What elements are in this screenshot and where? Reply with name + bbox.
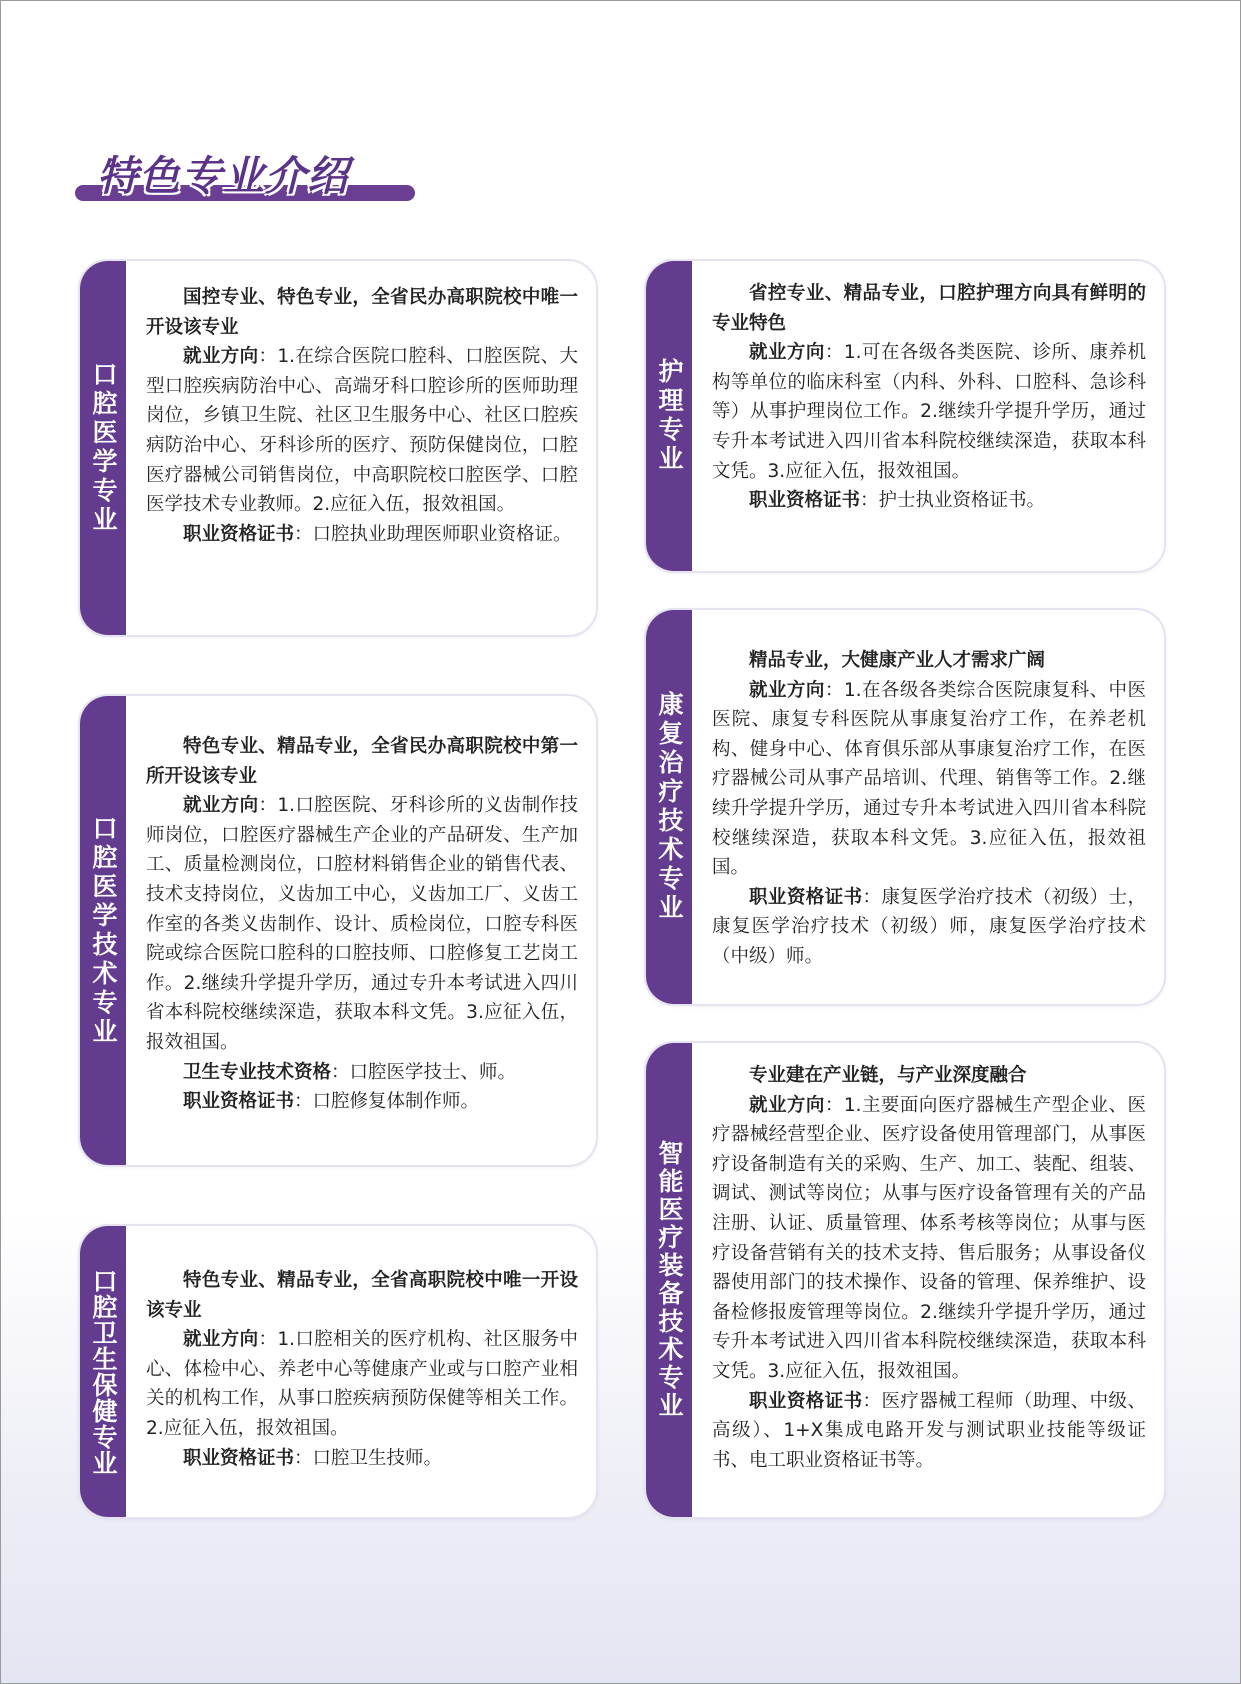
employment-paragraph: 就业方向：1.在各级各类综合医院康复科、中医医院、康复专科医院从事康复治疗工作，在养老机构、健身中心、体育俱乐部从事康复治疗工作，在医疗器械公司从事产品培训、代理、销售等工作。2.继续升学提升学历，通过专升本考试进入四川省本科院校继续深造，获取本科文凭。3.应征入伍，报效祖国。 (712, 679, 1146, 879)
major-intro: 专业建在产业链，与产业深度融合 (749, 1065, 1027, 1086)
major-card-dental-technology (78, 694, 598, 1167)
employment-paragraph: 就业方向：1.口腔医院、牙科诊所的义齿制作技师岗位，口腔医疗器械生产企业的产品研发、生产加工、质量检测岗位，口腔材料销售企业的销售代表、技术支持岗位，义齿加工中心，义齿加工厂、义齿工作室的各类义齿制作、设计、质检岗位，口腔专科医院或综合医院口腔科的口腔技师、口腔修复工艺岗工作。2.继续升学提升学历，通过专升本考试进入四川省本科院校继续深造，获取本科文凭。3.应征入伍，报效祖国。 (146, 795, 578, 1053)
certificate-paragraph: 职业资格证书：康复医学治疗技术（初级）士，康复医学治疗技术（初级）师，康复医学治疗技术（中级）师。 (712, 886, 1146, 967)
major-tab (646, 261, 692, 571)
certificate-paragraph: 职业资格证书：口腔修复体制作师。 (183, 1091, 480, 1113)
major-intro: 特色专业、精品专业，全省高职院校中唯一开设该专业 (146, 1270, 578, 1321)
major-tab (80, 1226, 126, 1517)
employment-paragraph: 就业方向：1.口腔相关的医疗机构、社区服务中心、体检中心、养老中心等健康产业或与口腔产业相关的机构工作，从事口腔疾病预防保健等相关工作。2.应征入伍，报效祖国。 (146, 1329, 578, 1439)
page-title: 特色专业介绍 (97, 152, 349, 200)
certificate-paragraph: 职业资格证书：口腔执业助理医师职业资格证。 (183, 523, 572, 545)
certificate-paragraph: 职业资格证书：医疗器械工程师（助理、中级、高级）、1+X集成电路开发与测试职业技能等级证书、电工职业资格证书等。 (712, 1390, 1146, 1471)
major-tab (646, 610, 692, 1004)
major-card-nursing (644, 259, 1166, 573)
certificate-paragraph: 职业资格证书：护士执业资格证书。 (749, 490, 1046, 512)
major-name: 口腔卫生保健专业 (89, 1267, 118, 1476)
employment-paragraph: 就业方向：1.主要面向医疗器械生产型企业、医疗器械经营型企业、医疗设备使用管理部门，从事医疗设备制造有关的采购、生产、加工、装配、组装、调试、测试等岗位；从事与医疗设备管理有关的产品注册、认证、质量管理、体系考核等岗位；从事与医疗设备营销有关的技术支持、售后服务；从事设备仪器使用部门的技术操作、设备的管理、保养维护、设备检修报废管理等岗位。2.继续升学提升学历，通过专升本考试进入四川省本科院校继续深造，获取本科文凭。3.应征入伍，报效祖国。 (712, 1094, 1146, 1382)
major-name: 康复治疗技术专业 (655, 691, 684, 923)
major-name: 智能医疗装备技术专业 (655, 1140, 684, 1420)
health-tech-paragraph: 卫生专业技术资格：口腔医学技士、师。 (183, 1061, 517, 1083)
major-intro: 精品专业，大健康产业人才需求广阔 (749, 650, 1046, 671)
major-tab (80, 696, 126, 1165)
major-name: 口腔医学技术专业 (89, 814, 118, 1047)
employment-paragraph: 就业方向：1.在综合医院口腔科、口腔医院、大型口腔疾病防治中心、高端牙科口腔诊所的医师助理岗位，乡镇卫生院、社区卫生服务中心、社区口腔疾病防治中心、牙科诊所的医疗、预防保健岗位，口腔医疗器械公司销售岗位，中高职院校口腔医学、口腔医学技术专业教师。2.应征入伍，报效祖国。 (146, 346, 578, 516)
major-tab (80, 261, 126, 635)
major-name: 护理专业 (655, 358, 684, 474)
major-card-oral-hygiene (78, 1224, 598, 1519)
major-intro: 特色专业、精品专业，全省民办高职院校中第一所开设该专业 (146, 736, 578, 787)
major-card-stomatology (78, 259, 598, 637)
major-intro: 国控专业、特色专业，全省民办高职院校中唯一开设该专业 (146, 287, 578, 338)
certificate-paragraph: 职业资格证书：口腔卫生技师。 (183, 1447, 443, 1469)
page-heading (75, 143, 415, 205)
major-card-medical-equipment (644, 1041, 1166, 1519)
major-name: 口腔医学专业 (89, 361, 118, 535)
major-intro: 省控专业、精品专业，口腔护理方向具有鲜明的专业特色 (712, 283, 1146, 334)
major-tab (646, 1043, 692, 1517)
major-card-rehabilitation (644, 608, 1166, 1006)
employment-paragraph: 就业方向：1.可在各级各类医院、诊所、康养机构等单位的临床科室（内科、外科、口腔科、急诊科等）从事护理岗位工作。2.继续升学提升学历，通过专升本考试进入四川省本科院校继续深造，获取本科文凭。3.应征入伍，报效祖国。 (712, 342, 1146, 482)
